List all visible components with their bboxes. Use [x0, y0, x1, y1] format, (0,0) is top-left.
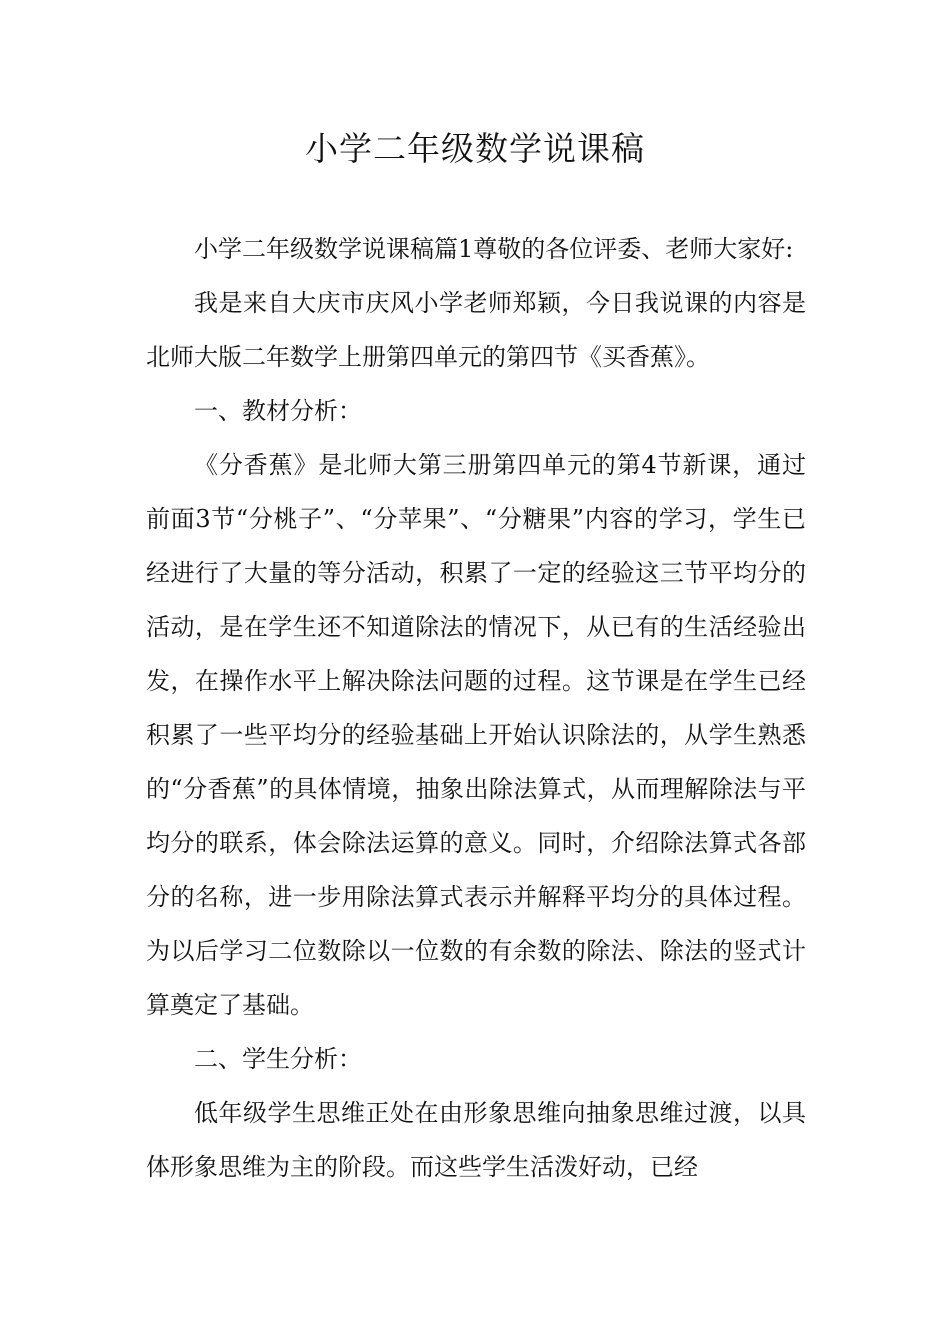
section-heading-textbook-analysis: 一、教材分析：: [194, 397, 362, 425]
paragraph-introduction: 我是来自大庆市庆风小学老师郑颖，今日我说课的内容是北师大版二年数学上册第四单元的第四节《买香蕉》。: [146, 289, 806, 371]
paragraph-greeting: 小学二年级数学说课稿篇1尊敬的各位评委、老师大家好:: [194, 235, 794, 263]
document-title: 小学二年级数学说课稿: [305, 129, 645, 168]
paragraph-textbook-analysis: 《分香蕉》是北师大第三册第四单元的第4节新课，通过前面3节“分桃子”、“分苹果”、“分糖果”内容的学习，学生已经进行了大量的等分活动，积累了一定的经验这三节平均分的活动，是在学生还不知道除法的情况下，从已有的生活经验出发，在操作水平上解决除法问题的过程。这节课是在学生已经积累了一些平均分的经验基础上开始认识除法的，从学生熟悉的“分香蕉”的具体情境，抽象出除法算式，从而理解除法与平均分的联系，体会除法运算的意义。同时，介绍除法算式各部分的名称，进一步用除法算式表示并解释平均分的具体过程。为以后学习二位数除以一位数的有余数的除法、除法的竖式计算奠定了基础。: [146, 451, 806, 1019]
section-heading-student-analysis: 二、学生分析：: [194, 1045, 362, 1073]
document-body: [146, 222, 806, 1194]
paragraph-student-analysis: 低年级学生思维正处在由形象思维向抽象思维过渡，以具体形象思维为主的阶段。而这些学生活泼好动，已经: [146, 1099, 806, 1181]
